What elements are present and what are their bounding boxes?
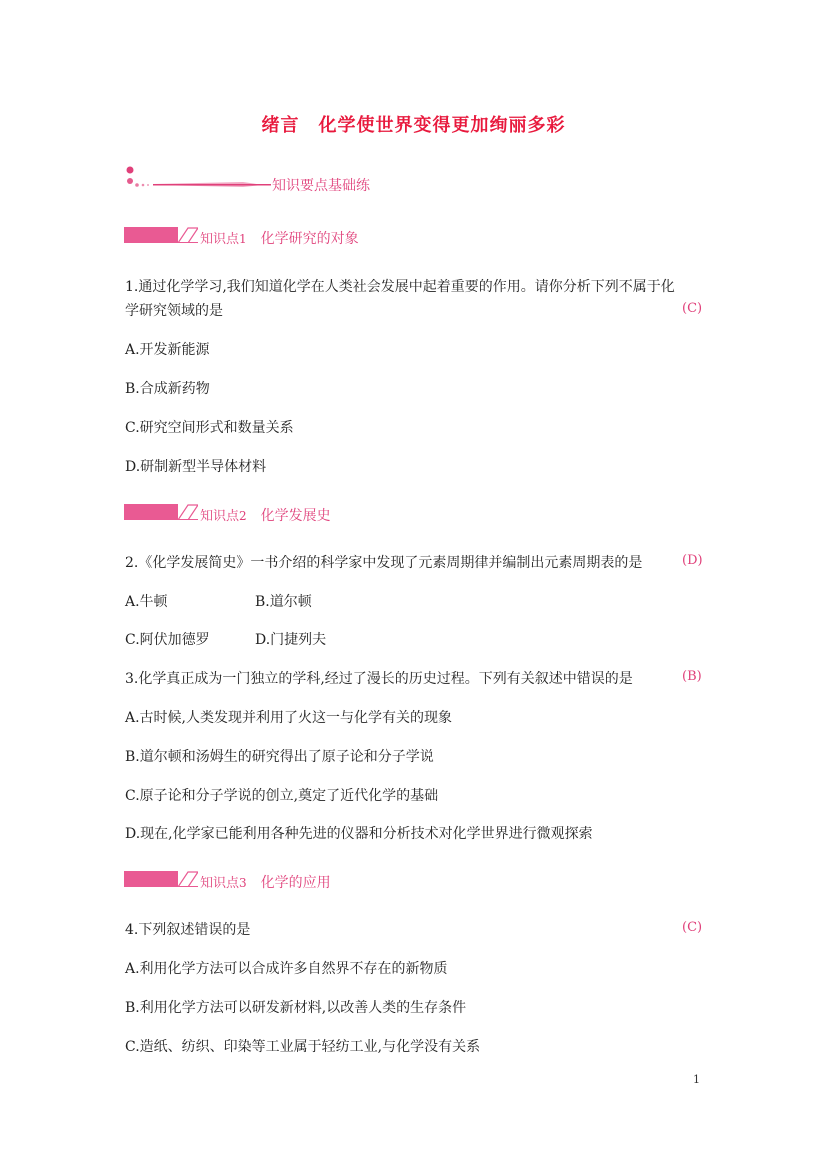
q1-option-b: B.合成新药物 [125,381,210,397]
banner-dot-small-1 [135,183,139,187]
q4-option-b: B.利用化学方法可以研发新材料,以改善人类的生存条件 [125,1000,467,1016]
q3-option-a: A.古时候,人类发现并利用了火这一与化学有关的现象 [125,710,453,726]
q3-answer: (B) [682,669,702,684]
kp2-topic: 化学发展史 [260,508,331,524]
kp2-bar [124,504,198,520]
kp3-topic: 化学的应用 [260,875,331,891]
kp3-bar-fill [124,871,178,887]
q4-stem: 4.下列叙述错误的是 [125,922,251,938]
banner-dot-large [127,167,134,174]
kp1-prefix: 知识点 [200,232,240,247]
kp1-num: 1 [239,232,247,246]
kp1-bar-fill [124,227,178,243]
q3-stem: 3.化学真正成为一门独立的学科,经过了漫长的历史过程。下列有关叙述中错误的是 [125,671,633,687]
kp3-num: 3 [239,876,247,890]
q1-option-c: C.研究空间形式和数量关系 [125,420,294,436]
kp3-bar-slash [178,872,198,887]
kp1-label [200,228,359,248]
q4-option-a: A.利用化学方法可以合成许多自然界不存在的新物质 [125,961,448,977]
kp1-topic: 化学研究的对象 [260,231,359,247]
q3-option-d: D.现在,化学家已能利用各种先进的仪器和分析技术对化学世界进行微观探索 [125,826,593,842]
banner-dot-medium [127,178,133,184]
q2-stem: 2.《化学发展简史》一书介绍的科学家中发现了元素周期律并编制出元素周期表的是 [125,555,643,571]
q4-answer: (C) [682,920,703,935]
banner-line [153,184,271,186]
q2-option-c: C.阿伏加德罗 [125,632,210,648]
kp2-bar-slash [178,505,198,520]
practice-header-label: 知识要点基础练 [272,178,370,194]
q2-option-d: D.门捷列夫 [255,632,327,648]
q1-stem-line2: 学研究领域的是 [125,303,223,319]
kp2-num: 2 [239,509,247,523]
q1-option-a: A.开发新能源 [125,342,210,358]
q1-stem-line1: 1.通过化学学习,我们知道化学在人类社会发展中起着重要的作用。请你分析下列不属于化 [125,279,675,295]
q2-option-b: B.道尔顿 [255,594,312,610]
q3-option-c: C.原子论和分子学说的创立,奠定了近代化学的基础 [125,788,439,804]
kp2-prefix: 知识点 [200,509,240,524]
banner-dot-small-3 [147,184,149,186]
banner-dot-small-2 [142,184,145,187]
kp3-prefix: 知识点 [200,876,240,891]
kp2-label [200,505,331,525]
kp1-bar [124,227,198,243]
kp3-label [200,872,331,892]
q3-option-b: B.道尔顿和汤姆生的研究得出了原子论和分子学说 [125,749,434,765]
q1-option-d: D.研制新型半导体材料 [125,459,267,475]
kp3-bar [124,871,198,887]
q4-option-c: C.造纸、纺织、印染等工业属于轻纺工业,与化学没有关系 [125,1039,481,1055]
page-number: 1 [693,1073,700,1086]
q2-answer: (D) [682,553,703,568]
kp2-bar-fill [124,504,178,520]
q2-option-a: A.牛顿 [125,594,168,610]
kp1-bar-slash [178,228,198,243]
q1-answer: (C) [682,301,703,316]
page-title: 绪言 化学使世界变得更加绚丽多彩 [261,115,566,136]
